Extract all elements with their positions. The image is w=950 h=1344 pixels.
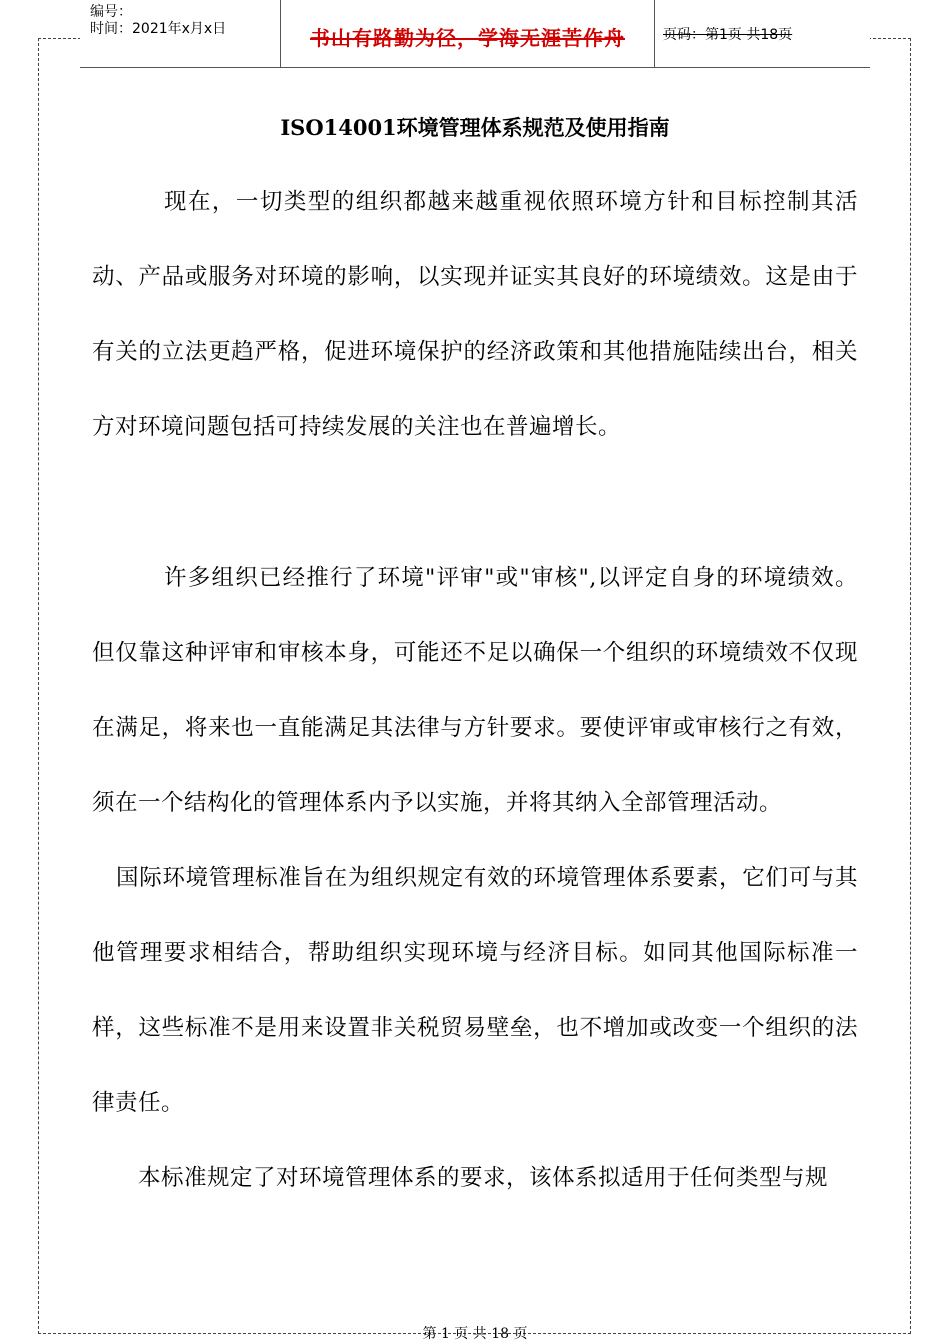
- document-title: ISO14001环境管理体系规范及使用指南: [280, 115, 670, 140]
- paragraph-4: 本标准规定了对环境管理体系的要求，该体系拟适用于任何类型与规: [138, 1165, 829, 1191]
- paragraph-1: 现在，一切类型的组织都越来越重视依照环境方针和目标控制其活动、产品或服务对环境的影响，以实现并证实其良好的环境绩效。这是由于有关的立法更趋严格，促进环境保护的经济政策和其他措施陆续出台，相关方对环境问题包括可持续发展的关注也在普遍增长。: [92, 189, 858, 440]
- page-header: [80, 0, 870, 68]
- header-meta: [80, 0, 281, 67]
- header-page-info: 页码：第1页 共18页: [663, 27, 793, 43]
- serial-number-label: 编号：: [90, 4, 132, 20]
- header-page-cell: [655, 0, 870, 67]
- paragraph-2: 许多组织已经推行了环境"评审"或"审核",以评定自身的环境绩效。但仅靠这种评审和审核本身，可能还不足以确保一个组织的环境绩效不仅现在满足，将来也一直能满足其法律与方针要求。要使评审或审核行之有效，须在一个结构化的管理体系内予以实施，并将其纳入全部管理活动。: [92, 565, 858, 816]
- header-slogan: 书山有路勤为径，学海无涯苦作舟: [310, 26, 625, 50]
- page-footer: 第 1 页 共 18 页: [422, 1326, 528, 1342]
- date-label: 时间：2021年x月x日: [90, 21, 227, 37]
- paragraph-3: 国际环境管理标准旨在为组织规定有效的环境管理体系要素，它们可与其他管理要求相结合，帮助组织实现环境与经济目标。如同其他国际标准一样，这些标准不是用来设置非关税贸易壁垒，也不增加或改变一个组织的法律责任。: [92, 865, 858, 1116]
- header-slogan-cell: [281, 0, 655, 67]
